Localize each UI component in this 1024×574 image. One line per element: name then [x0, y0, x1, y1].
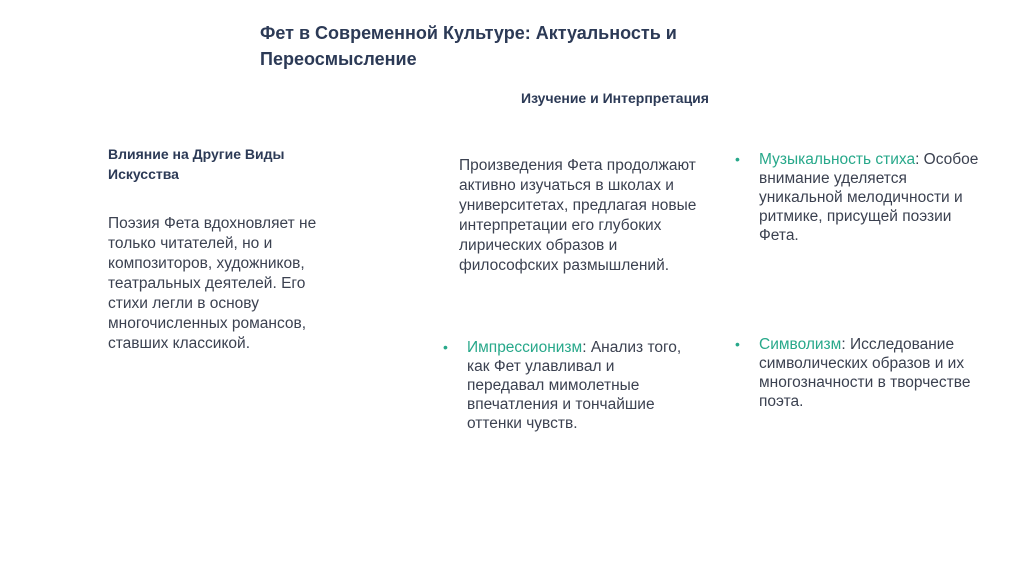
- bullet-symbolism: [735, 335, 989, 411]
- middle-column-body: Произведения Фета продолжают активно изучаться в школах и университетах, предлагая новые интерпретации его глубоких лирических образов и философских размышлений.: [459, 157, 697, 274]
- bullet-term: Музыкальность стиха: [759, 151, 916, 168]
- left-column-heading: Влияние на Другие Виды Искусства: [108, 146, 285, 182]
- bullet-term: Символизм: [759, 336, 842, 353]
- left-column-body: Поэзия Фета вдохновляет не только читателей, но и композиторов, художников, театральных деятелей. Его стихи легли в основу многочисленных романсов, ставших классикой.: [108, 215, 317, 352]
- bullet-dot-icon: •: [735, 336, 740, 352]
- bullet-dot-icon: •: [443, 339, 448, 355]
- bullet-text: : Особое внимание уделяется уникальной мелодичности и ритмике, присущей поэзии Фета.: [759, 151, 979, 244]
- section-subheading: Изучение и Интерпретация: [521, 90, 709, 106]
- bullet-term: Импрессионизм: [467, 339, 583, 356]
- bullet-text: : Анализ того, как Фет улавливал и передавал мимолетные впечатления и тончайшие оттенки чувств.: [467, 339, 682, 432]
- bullet-text: : Исследование символических образов и их многозначности в творчестве поэта.: [759, 336, 971, 410]
- bullet-impressionism: [443, 338, 687, 433]
- bullet-musicality: [735, 150, 989, 245]
- slide-title: Фет в Современной Культуре: Актуальность и Переосмысление: [260, 23, 677, 69]
- bullet-dot-icon: •: [735, 151, 740, 167]
